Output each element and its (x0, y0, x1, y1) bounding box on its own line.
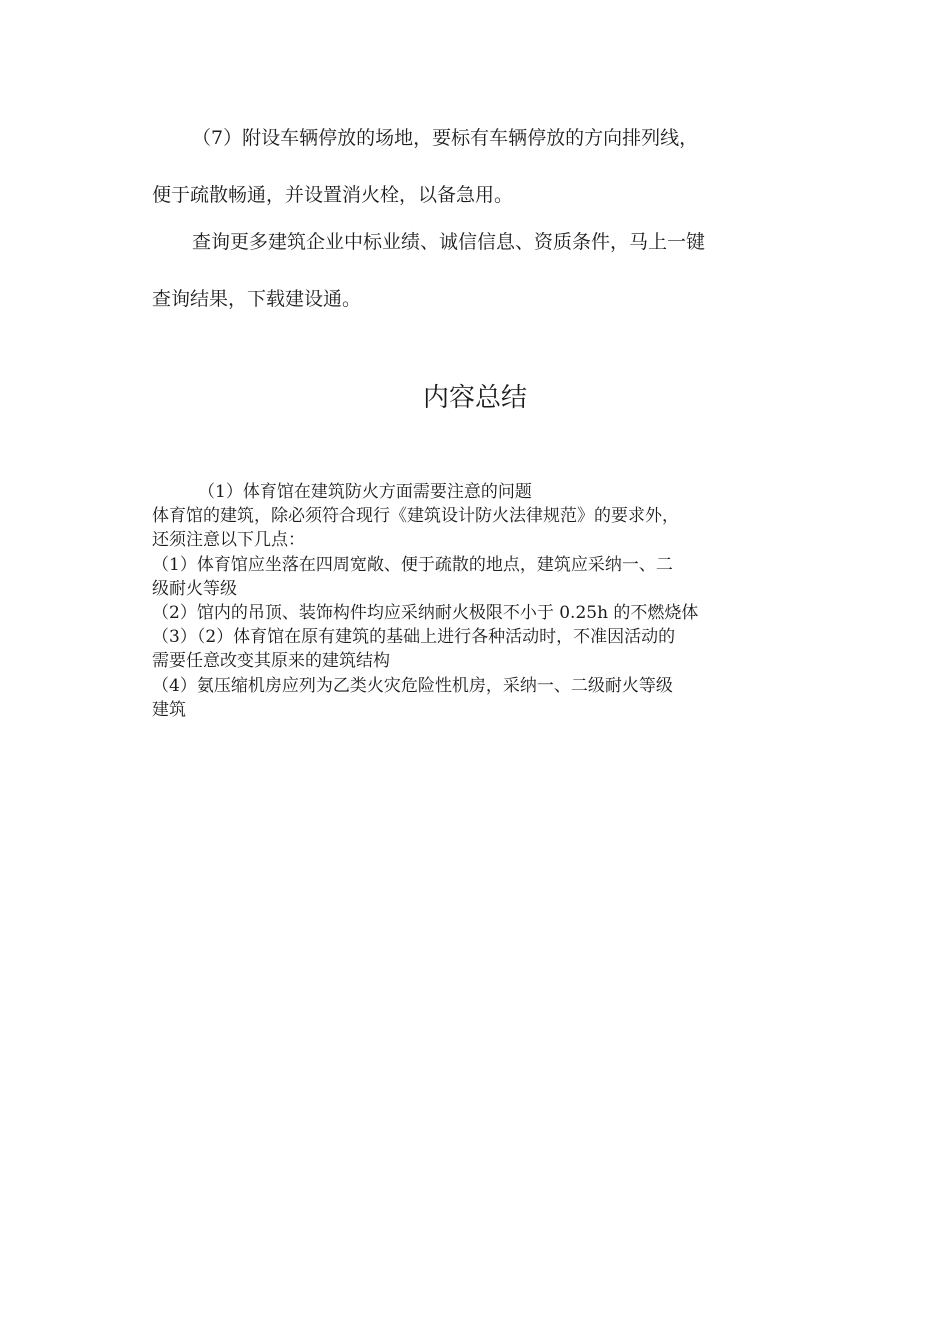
summary-title: 内容总结 (422, 383, 527, 413)
paragraph-line: 便于疏散畅通，并设置消火栓，以备急用。 (152, 184, 514, 206)
paragraph-line: 查询结果，下载建设通。 (152, 288, 362, 310)
paragraph-line: 查询更多建筑企业中标业绩、诚信信息、资质条件，马上一键 (192, 231, 706, 253)
summary-line: （2）馆内的吊顶、装饰构件均应采纳耐火极限不小于 0.25h 的不燃烧体 (152, 603, 699, 624)
summary-line: 建筑 (152, 699, 186, 720)
body-paragraph-parking (152, 110, 802, 224)
summary-line: 需要任意改变其原来的建筑结构 (152, 651, 390, 672)
summary-line: （1）体育馆应坐落在四周宽敞、便于疏散的地点，建筑应采纳一、二 (152, 554, 673, 575)
summary-line: （4）氨压缩机房应列为乙类火灾危险性机房，采纳一、二级耐火等级 (152, 675, 673, 696)
summary-section (152, 480, 812, 722)
body-paragraph-promo (152, 214, 802, 328)
summary-line: （3）（2）体育馆在原有建筑的基础上进行各种活动时，不准因活动的 (152, 627, 676, 648)
summary-line: 还须注意以下几点： (152, 530, 305, 551)
summary-line: 体育馆的建筑，除必须符合现行《建筑设计防火法律规范》的要求外， (152, 506, 679, 527)
summary-line: （1）体育馆在建筑防火方面需要注意的问题 (198, 482, 532, 502)
paragraph-line: （7）附设车辆停放的场地，要标有车辆停放的方向排列线， (192, 127, 699, 149)
summary-line: 级耐火等级 (152, 578, 237, 599)
